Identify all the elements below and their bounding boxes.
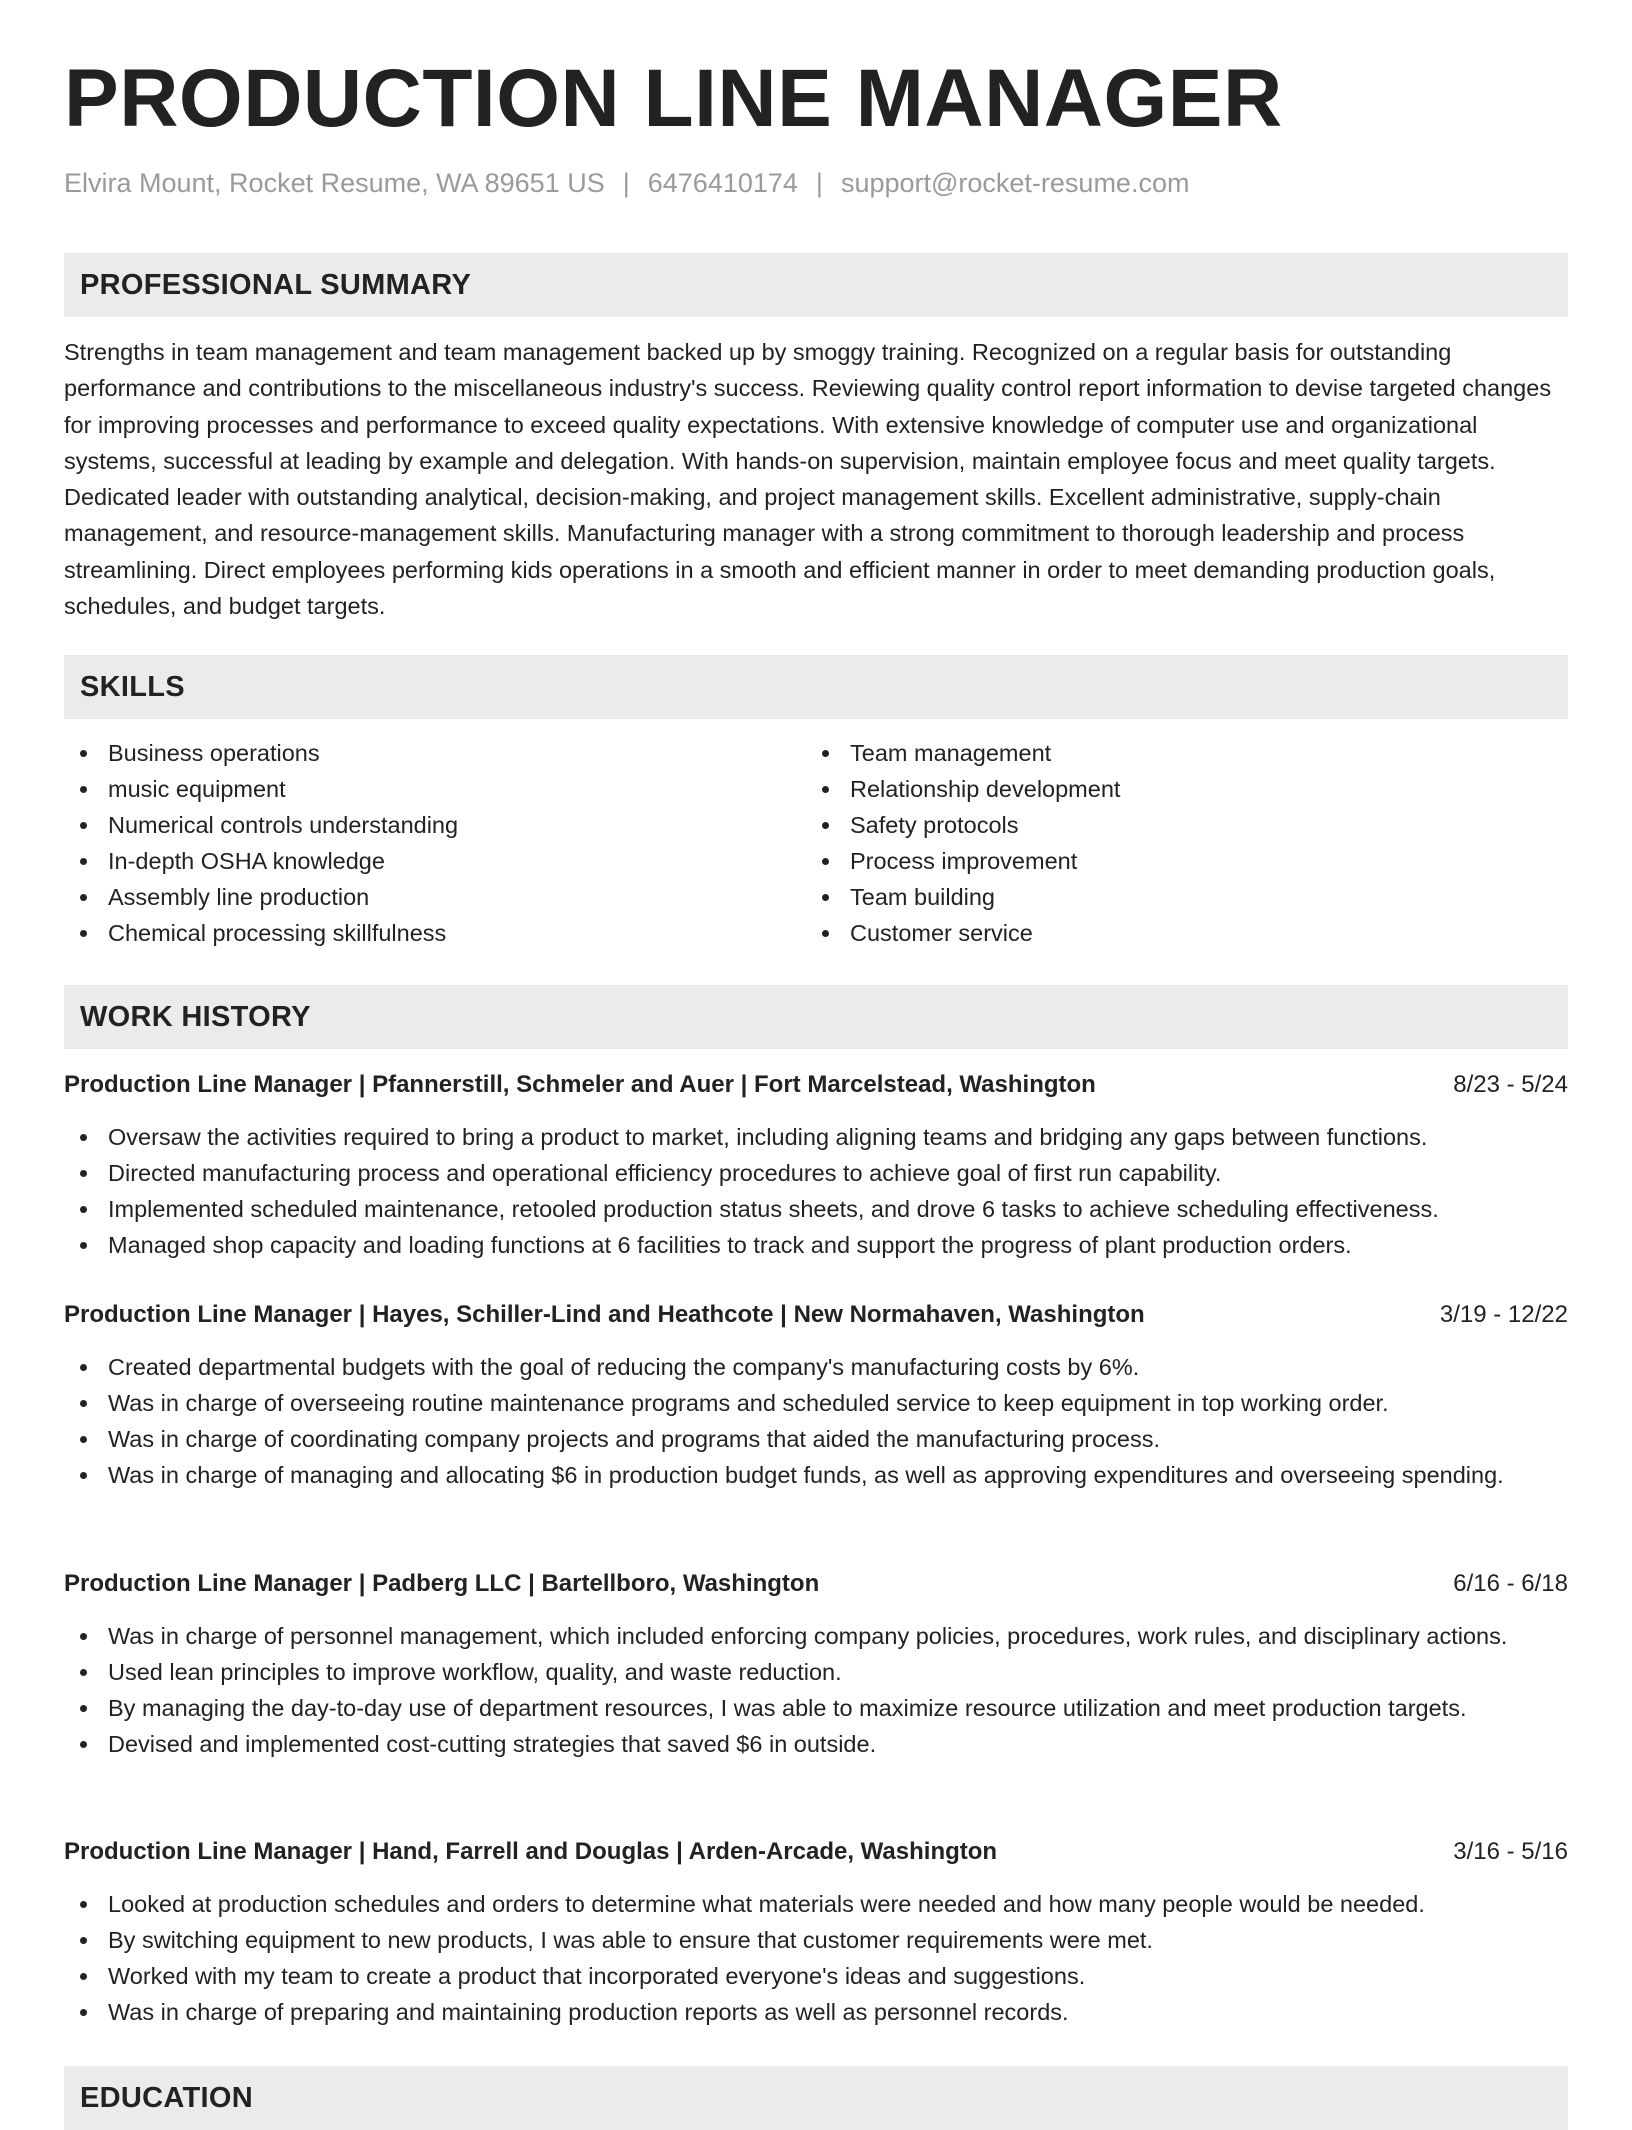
job-bullet: Was in charge of personnel management, which included enforcing company policies, procedures, work rules, and disciplinary actions. [64,1618,1568,1654]
job-bullet: Was in charge of overseeing routine maintenance programs and scheduled service to keep equipment in top working order. [64,1385,1568,1421]
job-dates: 6/16 - 6/18 [1453,1570,1568,1597]
job-entry [64,1566,1568,1762]
skill-item: Business operations [64,735,806,771]
job-bullets [64,1349,1568,1493]
contact-separator: | [815,168,823,198]
job-bullets [64,1119,1568,1263]
professional-summary-heading: PROFESSIONAL SUMMARY [64,253,1568,317]
job-header [64,1067,1568,1103]
job-bullet: Managed shop capacity and loading functions at 6 facilities to track and support the progress of plant production orders. [64,1227,1568,1263]
job-entry [64,1297,1568,1493]
job-header [64,1297,1568,1333]
job-title-company: Production Line Manager | Pfannerstill, Schmeler and Auer | Fort Marcelstead, Washington [64,1071,1096,1098]
job-bullet: Devised and implemented cost-cutting strategies that saved $6 in outside. [64,1726,1568,1762]
skills-heading: SKILLS [64,655,1568,719]
job-title-company: Production Line Manager | Padberg LLC | Bartellboro, Washington [64,1570,820,1597]
skill-item: Relationship development [806,771,1548,807]
job-bullet: Directed manufacturing process and operational efficiency procedures to achieve goal of first run capability. [64,1155,1568,1191]
job-bullets [64,1886,1568,2030]
job-bullets [64,1618,1568,1762]
job-bullet: Was in charge of preparing and maintaining production reports as well as personnel records. [64,1994,1568,2030]
skill-item: music equipment [64,771,806,807]
resume-title: PRODUCTION LINE MANAGER [64,53,1283,144]
job-bullet: Created departmental budgets with the goal of reducing the company's manufacturing costs by 6%. [64,1349,1568,1385]
job-title-company: Production Line Manager | Hand, Farrell and Douglas | Arden-Arcade, Washington [64,1838,998,1865]
skill-item: Assembly line production [64,879,806,915]
skill-item: Customer service [806,915,1548,951]
skills-column-left [64,735,806,951]
job-bullet: Oversaw the activities required to bring a product to market, including aligning teams and bridging any gaps between functions. [64,1119,1568,1155]
job-dates: 8/23 - 5/24 [1453,1071,1568,1098]
skill-item: Team management [806,735,1548,771]
job-dates: 3/19 - 12/22 [1439,1301,1568,1328]
skills-column-right [806,735,1548,951]
job-dates: 3/16 - 5/16 [1453,1838,1568,1865]
job-bullet: Used lean principles to improve workflow, quality, and waste reduction. [64,1654,1568,1690]
job-bullet: By managing the day-to-day use of department resources, I was able to maximize resource utilization and meet production targets. [64,1690,1568,1726]
job-bullet: By switching equipment to new products, I was able to ensure that customer requirements were met. [64,1922,1568,1958]
work-history-heading: WORK HISTORY [64,985,1568,1049]
job-entry [64,1067,1568,1263]
education-heading: EDUCATION [64,2066,1568,2130]
contact-address: Elvira Mount, Rocket Resume, WA 89651 US [64,168,605,198]
skill-item: In-depth OSHA knowledge [64,843,806,879]
contact-phone: 6476410174 [647,168,798,198]
job-bullet: Was in charge of managing and allocating $6 in production budget funds, as well as approving expenditures and overseeing spending. [64,1457,1568,1493]
contact-email: support@rocket-resume.com [840,168,1190,198]
skill-item: Numerical controls understanding [64,807,806,843]
skill-item: Process improvement [806,843,1548,879]
job-bullet: Worked with my team to create a product that incorporated everyone's ideas and suggestions. [64,1958,1568,1994]
job-title-company: Production Line Manager | Hayes, Schiller-Lind and Heathcote | New Normahaven, Washington [64,1301,1145,1328]
skills-list [64,735,1568,951]
contact-separator: | [622,168,630,198]
job-header [64,1566,1568,1602]
job-header [64,1834,1568,1870]
professional-summary-text: Strengths in team management and team management backed up by smoggy training. Recognized on a regular basis for outstanding performance and contributions to the miscellaneous industry's success. Reviewing quality control report information to devise targeted changes for improving processes and performance to exceed quality expectations. With extensive knowledge of computer use and organizational systems, successful at leading by example and delegation. With hands-on supervision, maintain employee focus and meet quality targets. Dedicated leader with outstanding analytical, decision-making, and project management skills. Excellent administrative, supply-chain management, and resource-management skills. Manufacturing manager with a strong commitment to thorough leadership and process streamlining. Direct employees performing kids operations in a smooth and efficient manner in order to meet demanding production goals, schedules, and budget targets. [64,339,1552,620]
skill-item: Chemical processing skillfulness [64,915,806,951]
skill-item: Team building [806,879,1548,915]
job-entry [64,1834,1568,2030]
job-bullet: Was in charge of coordinating company projects and programs that aided the manufacturing process. [64,1421,1568,1457]
job-bullet: Looked at production schedules and orders to determine what materials were needed and how many people would be needed. [64,1886,1568,1922]
contact-line [64,168,1189,199]
skill-item: Safety protocols [806,807,1548,843]
job-bullet: Implemented scheduled maintenance, retooled production status sheets, and drove 6 tasks to achieve scheduling effectiveness. [64,1191,1568,1227]
